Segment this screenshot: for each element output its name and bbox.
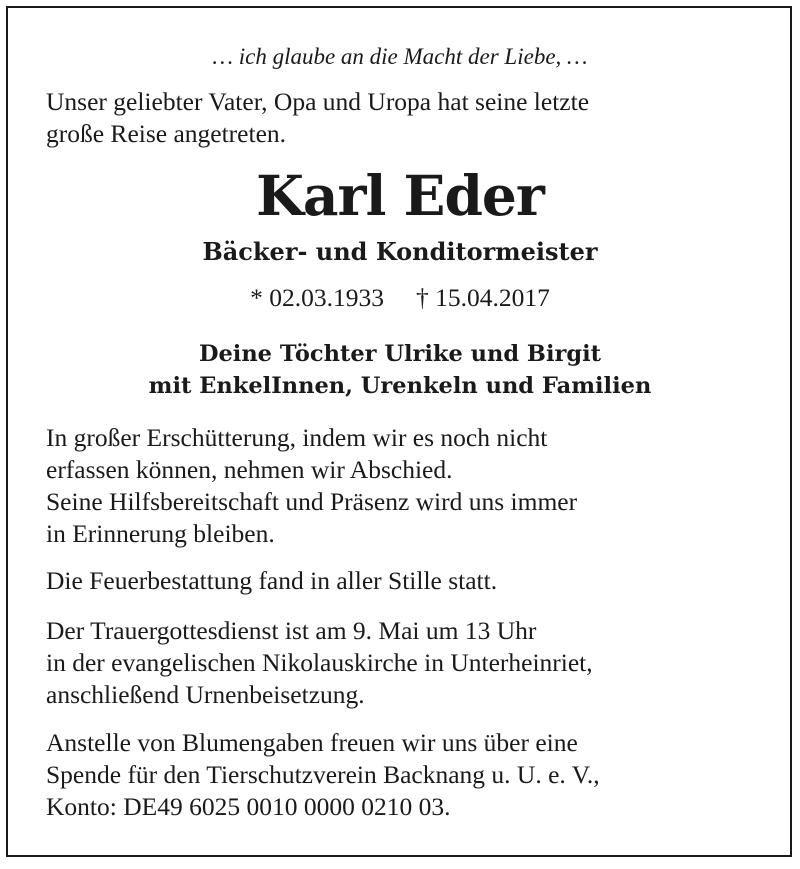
motto-quote: … ich glaube an die Macht der Liebe, …: [212, 44, 588, 69]
donation-line: Spende für den Tierschutzverein Backnang u. U. e. V.,: [46, 760, 600, 789]
service-line: anschließend Urnenbeisetzung.: [46, 680, 365, 709]
service-line: in der evangelischen Nikolauskirche in Unterheinriet,: [46, 648, 593, 677]
service-paragraph: [46, 615, 776, 711]
service-line: Der Trauergottesdienst ist am 9. Mai um 13 Uhr: [46, 616, 537, 645]
deceased-name: Karl Eder: [256, 163, 544, 228]
donation-line: Konto: DE49 6025 0010 0000 0210 03.: [46, 792, 451, 821]
birth-date: * 02.03.1933: [250, 283, 384, 312]
intro-line: große Reise angetreten.: [46, 119, 287, 148]
farewell-line: erfassen können, nehmen wir Abschied.: [46, 455, 453, 484]
mourners-line: mit EnkelInnen, Urenkeln und Familien: [148, 373, 652, 399]
mourners-block: [0, 338, 800, 402]
life-dates: [0, 283, 800, 313]
mourners-line: Deine Töchter Ulrike und Birgit: [198, 341, 602, 367]
farewell-line: Seine Hilfsbereitschaft und Präsenz wird uns immer: [46, 487, 578, 516]
death-date: † 15.04.2017: [416, 283, 550, 312]
intro-line: Unser geliebter Vater, Opa und Uropa hat seine letzte: [46, 87, 590, 116]
donation-line: Anstelle von Blumengaben freuen wir uns über eine: [46, 728, 578, 757]
cremation-paragraph: [46, 565, 776, 597]
intro-paragraph: [46, 86, 776, 150]
farewell-paragraph: [46, 422, 776, 550]
farewell-line: in Erinnerung bleiben.: [46, 519, 275, 548]
farewell-line: In großer Erschütterung, indem wir es noch nicht: [46, 423, 548, 452]
cremation-line: Die Feuerbestattung fand in aller Stille statt.: [46, 566, 498, 595]
donation-paragraph: [46, 727, 776, 823]
deceased-profession: Bäcker- und Konditormeister: [202, 237, 598, 266]
